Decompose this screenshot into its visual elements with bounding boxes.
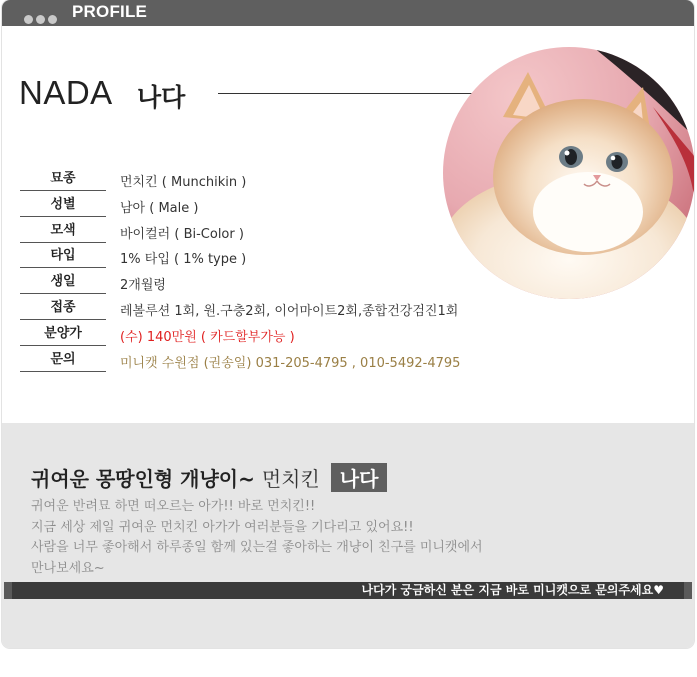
info-label: 타입 (20, 245, 106, 268)
info-label: 묘종 (20, 168, 106, 191)
info-value: 남아 ( Male ) (120, 200, 199, 216)
bar-end-left (4, 582, 12, 599)
info-value: 1% 타입 ( 1% type ) (120, 252, 247, 268)
headline-light: 먼치킨 (261, 467, 320, 491)
info-label: 모색 (20, 220, 106, 243)
info-value: 바이컬러 ( Bi-Color ) (120, 226, 244, 242)
window-dots-icon (24, 9, 60, 28)
cat-name-korean: 나다 (137, 83, 186, 112)
name-tag-badge: 나다 (331, 463, 388, 492)
intro-headline (31, 463, 387, 492)
cta-bar (4, 582, 692, 599)
info-label: 분양가 (20, 323, 106, 346)
intro-section (2, 423, 694, 648)
header-bar (2, 0, 694, 26)
cat-name-english: NADA (19, 74, 113, 111)
info-label: 접종 (20, 297, 106, 320)
contact-value[interactable]: 미니캣 수원점 (권송일) 031-205-4795 , 010-5492-4795 (120, 355, 461, 371)
intro-line: 사람을 너무 좋아해서 하루종일 함께 있는걸 좋아하는 개냥이 친구를 미니캣에서 (31, 540, 483, 555)
header-title: PROFILE (72, 2, 148, 21)
info-value: 먼치킨 ( Munchikin ) (120, 175, 247, 190)
price-value: (수) 140만원 ( 카드할부가능 ) (120, 329, 295, 345)
info-label: 성별 (20, 194, 106, 217)
intro-line: 지금 세상 제일 귀여운 먼치킨 아가가 여러분들을 기다리고 있어요!! (31, 519, 414, 535)
info-value: 레볼루션 1회, 원.구충2회, 이어마이트2회,종합건강검진1회 (120, 303, 459, 319)
info-label: 생일 (20, 271, 106, 294)
intro-line: 만나보세요~ (31, 560, 105, 576)
headline-bold: 귀여운 몽땅인형 개냥이~ (31, 467, 255, 491)
profile-card (2, 0, 694, 648)
kitten-photo-icon (443, 47, 694, 299)
intro-line: 귀여운 반려묘 하면 떠오르는 아가!! 바로 먼치킨!! (31, 499, 316, 514)
cta-text: 나다가 궁금하신 분은 지금 바로 미니캣으로 문의주세요♥ (361, 583, 664, 597)
intro-description (31, 497, 483, 579)
bar-end-right (684, 582, 692, 599)
info-value: 2개월령 (120, 278, 166, 294)
info-label: 문의 (20, 349, 106, 372)
